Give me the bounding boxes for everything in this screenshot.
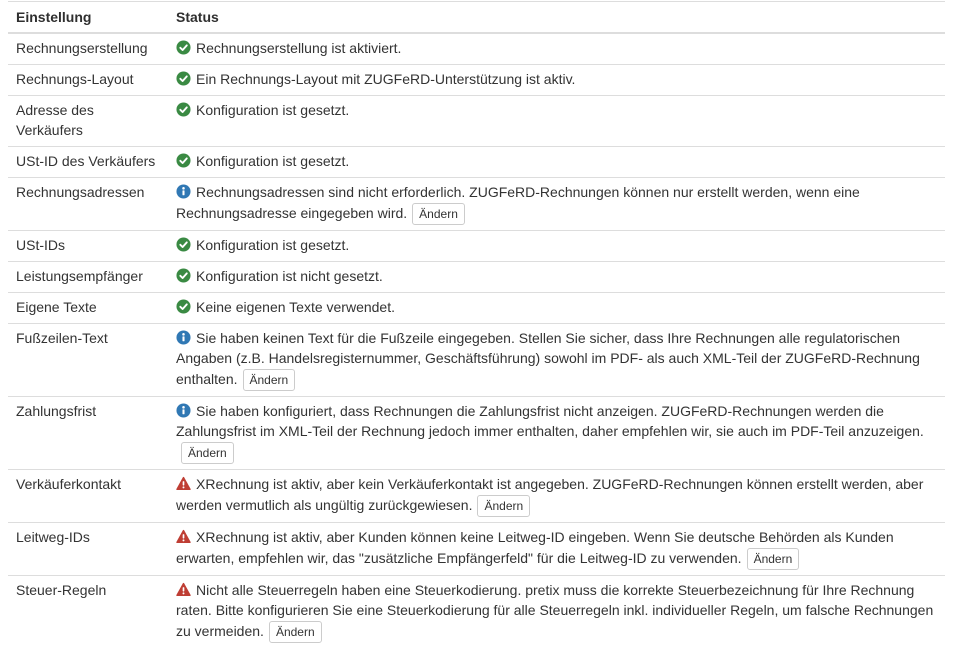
status-text: Sie haben konfiguriert, dass Rechnungen die Zahlungsfrist nicht anzeigen. ZUGFeRD-Rechnungen werden die Zahlungsfrist im XML-Teil der Rechnung jedoch immer enthalten, daher empfehlen wir, sie auch im PDF-Teil anzuzeigen. xyxy=(176,402,924,439)
zugferd-settings-table xyxy=(8,1,945,648)
setting-label: Zahlungsfrist xyxy=(8,396,168,469)
column-header-einstellung: Einstellung xyxy=(8,2,168,34)
info-circle-icon xyxy=(176,330,191,345)
table-row xyxy=(8,261,945,292)
status-message xyxy=(176,183,937,225)
status-text: Konfiguration ist nicht gesetzt. xyxy=(196,267,383,284)
change-button[interactable]: Ändern xyxy=(269,621,322,643)
table-row xyxy=(8,522,945,575)
change-button[interactable]: Ändern xyxy=(243,369,296,391)
check-circle-icon xyxy=(176,71,191,86)
table-row xyxy=(8,146,945,177)
setting-label: Leitweg-IDs xyxy=(8,522,168,575)
check-circle-icon xyxy=(176,237,191,252)
status-message xyxy=(176,475,937,517)
change-button[interactable]: Ändern xyxy=(477,495,530,517)
setting-label: Rechnungserstellung xyxy=(8,33,168,64)
status-message xyxy=(176,101,937,121)
status-message xyxy=(176,581,937,643)
status-message xyxy=(176,39,937,59)
setting-label: Leistungsempfänger xyxy=(8,261,168,292)
status-text: Rechnungserstellung ist aktiviert. xyxy=(196,40,402,56)
status-text: Nicht alle Steuerregeln haben eine Steuerkodierung. pretix muss die korrekte Steuerbezeichnung für Ihre Rechnung raten. Bitte konfigurieren Sie eine Steuerkodierung für alle Steuerregeln inkl. individueller Regeln, um falsche Rechnungen zu vermeiden. xyxy=(176,581,934,639)
status-cell xyxy=(168,95,945,146)
info-circle-icon xyxy=(176,403,191,418)
status-cell xyxy=(168,177,945,230)
status-cell xyxy=(168,33,945,64)
status-message xyxy=(176,402,937,464)
table-row xyxy=(8,575,945,647)
setting-label: USt-ID des Verkäufers xyxy=(8,146,168,177)
table-header-row xyxy=(8,2,945,34)
status-cell xyxy=(168,469,945,522)
status-text: Keine eigenen Texte verwendet. xyxy=(196,298,395,315)
change-button[interactable]: Ändern xyxy=(747,548,800,570)
status-cell xyxy=(168,292,945,323)
check-circle-icon xyxy=(176,268,191,283)
table-row xyxy=(8,33,945,64)
table-row xyxy=(8,95,945,146)
status-cell xyxy=(168,64,945,95)
status-cell xyxy=(168,261,945,292)
status-text: Konfiguration ist gesetzt. xyxy=(196,236,350,253)
status-text: Sie haben keinen Text für die Fußzeile eingegeben. Stellen Sie sicher, dass Ihre Rechnungen alle regulatorischen Angaben (z.B. Handelsregisternummer, Geschäftsführung) sowohl im PDF- als auch XML-Teil der ZUGFeRD-Rechnung enthalten. xyxy=(176,329,920,387)
setting-label: Adresse des Verkäufers xyxy=(8,95,168,146)
status-message xyxy=(176,298,937,318)
status-text: Konfiguration ist gesetzt. xyxy=(196,101,350,118)
zugferd-settings-panel xyxy=(8,1,945,648)
table-row xyxy=(8,292,945,323)
status-message xyxy=(176,528,937,570)
table-row xyxy=(8,469,945,522)
table-row xyxy=(8,396,945,469)
status-message xyxy=(176,70,937,90)
status-text: Ein Rechnungs-Layout mit ZUGFeRD-Unterstützung ist aktiv. xyxy=(196,70,576,87)
setting-label: Fußzeilen-Text xyxy=(8,323,168,396)
change-button[interactable]: Ändern xyxy=(412,203,465,225)
status-message xyxy=(176,267,937,287)
setting-label: Eigene Texte xyxy=(8,292,168,323)
settings-table-body xyxy=(8,33,945,648)
setting-label: Steuer-Regeln xyxy=(16,581,107,598)
status-text: Rechnungsadressen sind nicht erforderlich. ZUGFeRD-Rechnungen können nur erstellt werden, wenn eine Rechnungsadresse eingegeben wird. xyxy=(176,183,860,221)
status-cell xyxy=(168,323,945,396)
status-message xyxy=(176,329,937,391)
setting-label: USt-IDs xyxy=(8,230,168,261)
table-row xyxy=(8,323,945,396)
column-header-status: Status xyxy=(168,2,945,34)
warning-triangle-icon xyxy=(176,476,191,491)
status-text: XRechnung ist aktiv, aber kein Verkäuferkontakt ist angegeben. ZUGFeRD-Rechnungen können erstellt werden, aber werden vermutlich als ungültig zurückgewiesen. xyxy=(176,475,924,513)
table-row xyxy=(8,64,945,95)
status-cell xyxy=(168,575,945,647)
change-button[interactable]: Ändern xyxy=(181,442,234,464)
status-message xyxy=(176,236,937,256)
check-circle-icon xyxy=(176,153,191,168)
status-message xyxy=(176,152,937,172)
setting-label: Rechnungs-Layout xyxy=(8,64,168,95)
table-row xyxy=(8,177,945,230)
check-circle-icon xyxy=(176,299,191,314)
warning-triangle-icon xyxy=(176,529,191,544)
info-circle-icon xyxy=(176,184,191,199)
status-cell xyxy=(168,230,945,261)
table-row xyxy=(8,230,945,261)
check-circle-icon xyxy=(176,40,191,55)
setting-label: Rechnungsadressen xyxy=(8,177,168,230)
check-circle-icon xyxy=(176,102,191,117)
warning-triangle-icon xyxy=(176,582,191,597)
status-cell xyxy=(168,396,945,469)
status-text: XRechnung ist aktiv, aber Kunden können keine Leitweg-ID eingeben. Wenn Sie deutsche Behörden als Kunden erwarten, empfehlen wir, das "zusätzliche Empfängerfeld" für die Leitweg-ID zu verwenden. xyxy=(176,528,894,566)
status-cell xyxy=(168,146,945,177)
status-cell xyxy=(168,522,945,575)
setting-label: Verkäuferkontakt xyxy=(8,469,168,522)
status-text: Konfiguration ist gesetzt. xyxy=(196,152,350,169)
